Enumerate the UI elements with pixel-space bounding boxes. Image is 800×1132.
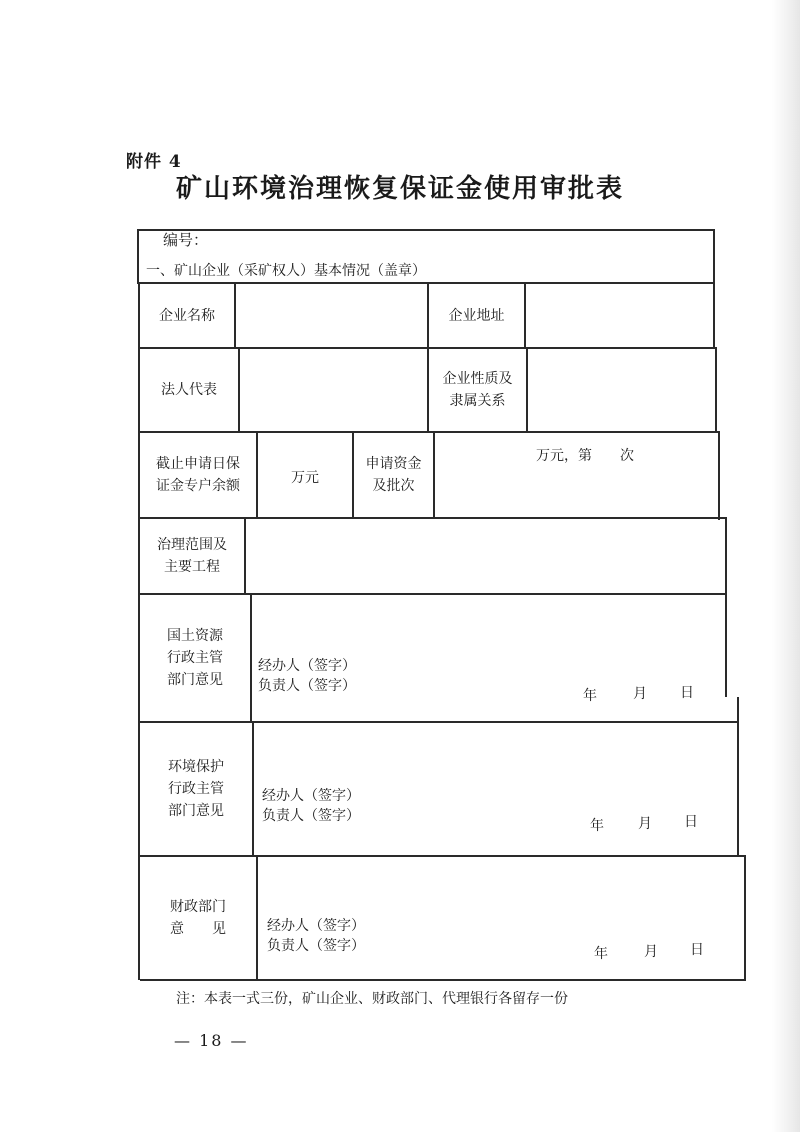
- balance-field[interactable]: 万元: [291, 470, 319, 486]
- land-dept-signatures[interactable]: 经办人（签字） 负责人（签字）: [258, 658, 356, 694]
- env-dept-day: 日: [684, 814, 698, 830]
- env-dept-opinion-label: 环境保护 行政主管 部门意见: [168, 759, 224, 819]
- env-dept-signatures[interactable]: 经办人（签字） 负责人（签字）: [262, 788, 360, 824]
- balance-label: 截止申请日保 证金专户余额: [156, 456, 240, 494]
- apply-funds-label: 申请资金 及批次: [365, 456, 422, 494]
- finance-dept-day: 日: [690, 942, 704, 958]
- finance-dept-month: 月: [644, 944, 658, 960]
- env-dept-year: 年: [590, 818, 604, 834]
- section1-heading: 一、矿山企业（采矿权人）基本情况（盖章）: [146, 263, 426, 279]
- serial-number-label: 编号：: [163, 231, 209, 249]
- company-nature-field[interactable]: [528, 349, 715, 431]
- company-nature-label: 企业性质及 隶属关系: [442, 371, 513, 409]
- land-dept-opinion-label: 国土资源 行政主管 部门意见: [167, 628, 223, 688]
- scope-field[interactable]: [246, 519, 725, 593]
- legal-rep-label: 法人代表: [161, 382, 217, 398]
- form-title: 矿山环境治理恢复保证金使用审批表: [175, 174, 624, 204]
- page-number: — 18 —: [174, 1031, 249, 1050]
- land-dept-day: 日: [680, 685, 694, 701]
- legal-rep-field[interactable]: [240, 349, 427, 431]
- scope-label: 治理范围及 主要工程: [157, 537, 227, 575]
- env-dept-month: 月: [638, 816, 652, 832]
- company-address-field[interactable]: [526, 284, 713, 347]
- finance-dept-signatures[interactable]: 经办人（签字） 负责人（签字）: [267, 918, 365, 954]
- footnote: 注：本表一式三份，矿山企业、财政部门、代理银行各留存一份: [176, 991, 568, 1007]
- company-name-label: 企业名称: [159, 307, 215, 324]
- land-dept-month: 月: [633, 686, 647, 702]
- annex-label: 附件 4: [126, 152, 182, 172]
- land-dept-year: 年: [583, 688, 597, 704]
- company-name-field[interactable]: [236, 284, 427, 347]
- company-address-label: 企业地址: [448, 307, 505, 324]
- finance-dept-year: 年: [594, 946, 608, 962]
- finance-dept-opinion-label: 财政部门 意 见: [170, 899, 226, 937]
- apply-funds-field[interactable]: 万元，第 次: [536, 448, 634, 464]
